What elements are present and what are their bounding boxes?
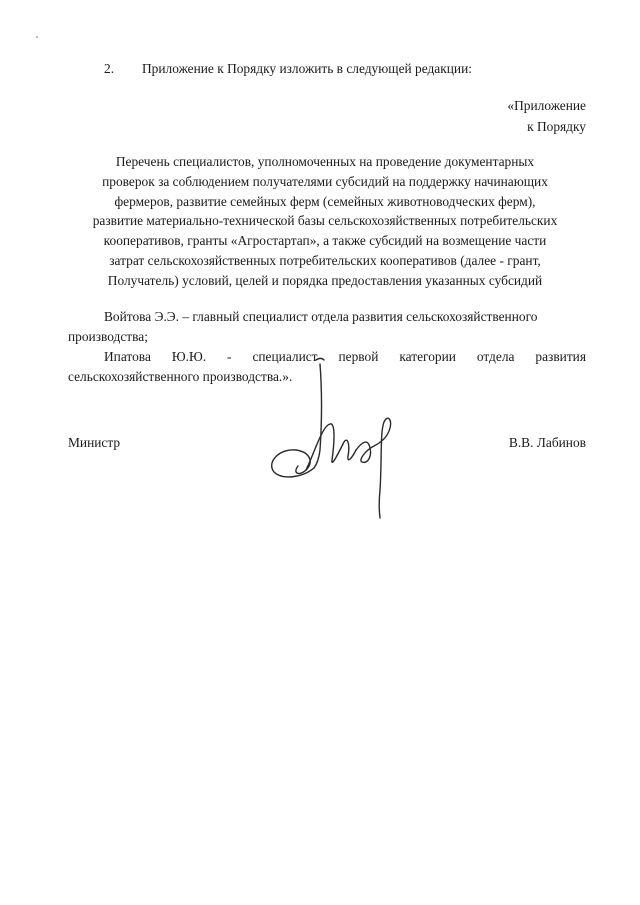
specialist-2-line-1: Ипатова Ю.Ю. - специалист первой категории отдела развития [104,349,586,364]
specialist-1-line-1: Войтова Э.Э. – главный специалист отдела развития сельскохозяйственного [104,309,538,324]
item-text: Приложение к Порядку изложить в следующей редакции: [142,61,472,76]
specialist-entry-1 [68,307,586,346]
item-number: 2. [104,61,115,76]
appendix-heading-line-2: к Порядку [527,119,586,134]
specialist-2-line-2: сельскохозяйственного производства.». [68,368,293,384]
specialist-1-line-2: производства; [68,328,148,344]
handwritten-signature [262,350,422,522]
signer-position: Министр [68,435,121,450]
list-title [60,152,590,291]
appendix-heading [507,95,586,137]
appendix-heading-line-1: «Приложение [507,98,586,113]
list-title-line: затрат сельскохозяйственных потребительских кооперативов (далее - грант, [109,252,541,268]
amendment-item [104,60,472,77]
list-title-line: Перечень специалистов, уполномоченных на проведение документарных [115,154,535,169]
signer-name: В.В. Лабинов [508,435,586,450]
list-title-line: проверок за соблюдением получателями субсидий на поддержку начинающих [102,173,548,189]
list-title-line: развитие материально-технической базы сельскохозяйственных потребительских [92,213,558,229]
list-title-line: кооперативов, гранты «Агростартап», а также субсидий на возмещение части [103,233,547,249]
list-title-line: Получатель) условий, целей и порядка предоставления указанных субсидий [107,272,543,288]
scan-mark [36,36,38,38]
list-title-line: фермеров, развитие семейных ферм (семейных животноводческих ферм), [114,193,536,209]
